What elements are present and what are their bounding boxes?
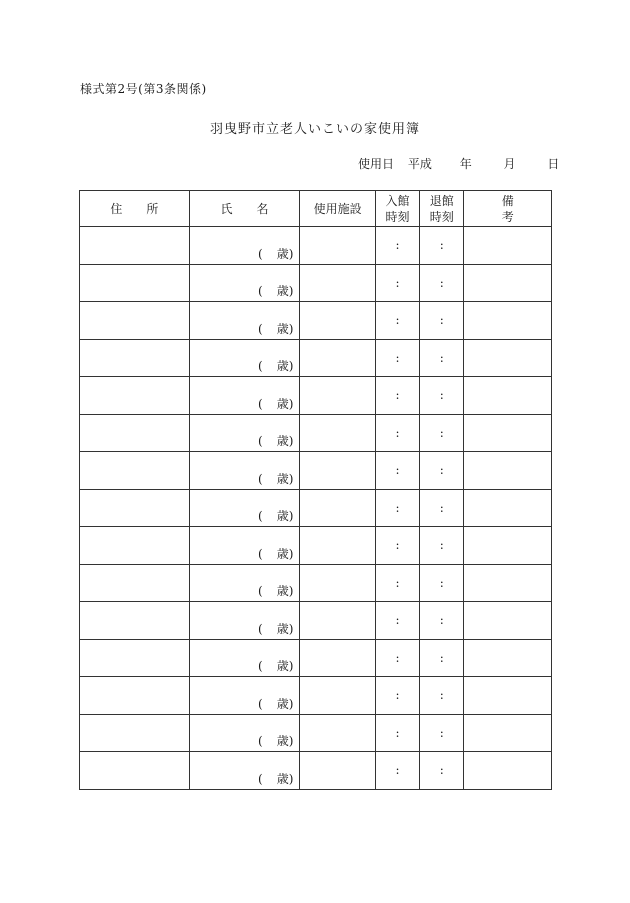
time-separator: : — [395, 725, 400, 740]
exit-time-cell[interactable] — [420, 639, 464, 677]
time-separator: : — [395, 538, 400, 553]
time-separator: : — [439, 538, 444, 553]
time-separator: : — [439, 238, 444, 253]
name-age-cell[interactable] — [189, 639, 300, 677]
age-close-label: 歳) — [276, 509, 294, 523]
entry-time-cell[interactable] — [375, 227, 419, 265]
time-separator: : — [395, 763, 400, 778]
time-separator: : — [439, 313, 444, 328]
exit-time-cell[interactable] — [420, 752, 464, 790]
facility-cell[interactable] — [300, 602, 375, 640]
table-row — [80, 602, 552, 640]
remarks-cell[interactable] — [464, 264, 552, 302]
time-separator: : — [395, 575, 400, 590]
age-close-label: 歳) — [276, 734, 294, 748]
document-title: 羽曳野市立老人いこいの家使用簿 — [209, 122, 420, 137]
table-row — [80, 414, 552, 452]
header-name: 氏名 — [189, 191, 300, 227]
address-cell[interactable] — [80, 227, 190, 265]
facility-cell[interactable] — [300, 377, 375, 415]
time-separator: : — [439, 425, 444, 440]
age-close-label: 歳) — [276, 321, 294, 336]
entry-time-cell[interactable] — [375, 752, 419, 790]
age-open-paren: ( — [258, 696, 263, 711]
entry-time-cell[interactable] — [375, 377, 419, 415]
entry-time-cell[interactable] — [375, 602, 419, 640]
name-age-cell[interactable] — [189, 752, 300, 790]
age-close-label: 歳) — [276, 546, 294, 561]
remarks-cell[interactable] — [464, 452, 552, 490]
facility-cell[interactable] — [300, 302, 375, 340]
age-open-paren: ( — [258, 584, 263, 598]
time-separator: : — [395, 688, 400, 703]
usage-date-line — [358, 155, 559, 172]
facility-cell[interactable] — [300, 414, 375, 452]
name-age-cell[interactable] — [189, 564, 300, 602]
exit-time-cell[interactable] — [420, 714, 464, 752]
name-age-cell[interactable] — [189, 377, 300, 415]
age-open-paren: ( — [258, 621, 263, 636]
time-separator: : — [439, 500, 444, 515]
facility-cell[interactable] — [300, 227, 375, 265]
facility-cell[interactable] — [300, 452, 375, 490]
remarks-cell[interactable] — [464, 564, 552, 602]
exit-time-cell[interactable] — [420, 602, 464, 640]
era-label: 平成 — [407, 157, 432, 171]
name-age-cell[interactable] — [189, 452, 300, 490]
entry-time-cell[interactable] — [375, 527, 419, 565]
age-close-label: 歳) — [276, 621, 294, 636]
entry-time-cell[interactable] — [375, 714, 419, 752]
address-cell[interactable] — [80, 564, 190, 602]
age-close-label: 歳) — [276, 284, 294, 298]
remarks-cell[interactable] — [464, 602, 552, 640]
age-close-label: 歳) — [276, 359, 294, 373]
exit-time-cell[interactable] — [420, 414, 464, 452]
remarks-cell[interactable] — [464, 639, 552, 677]
header-remarks: 備考 — [464, 191, 552, 227]
facility-cell[interactable] — [300, 677, 375, 715]
entry-time-cell[interactable] — [375, 564, 419, 602]
time-separator: : — [395, 275, 400, 290]
header-exit-time-line1: 退館 — [429, 193, 454, 208]
month-unit: 月 — [503, 157, 516, 171]
table-row — [80, 227, 552, 265]
remarks-cell[interactable] — [464, 414, 552, 452]
time-separator: : — [395, 238, 400, 253]
table-row — [80, 752, 552, 790]
table-row — [80, 302, 552, 340]
name-age-cell[interactable] — [189, 302, 300, 340]
name-age-cell[interactable] — [189, 227, 300, 265]
exit-time-cell[interactable] — [420, 564, 464, 602]
time-separator: : — [439, 275, 444, 290]
usage-register-table — [79, 190, 552, 790]
remarks-cell[interactable] — [464, 677, 552, 715]
age-close-label: 歳) — [276, 584, 294, 598]
exit-time-cell[interactable] — [420, 227, 464, 265]
age-open-paren: ( — [258, 359, 263, 373]
time-separator: : — [439, 725, 444, 740]
age-close-label: 歳) — [276, 659, 294, 673]
facility-cell[interactable] — [300, 714, 375, 752]
time-separator: : — [439, 575, 444, 590]
table-header-row — [80, 191, 552, 227]
address-cell[interactable] — [80, 377, 190, 415]
table-row — [80, 639, 552, 677]
exit-time-cell[interactable] — [420, 339, 464, 377]
entry-time-cell[interactable] — [375, 339, 419, 377]
entry-time-cell[interactable] — [375, 639, 419, 677]
exit-time-cell[interactable] — [420, 302, 464, 340]
header-entry-time — [375, 191, 419, 227]
exit-time-cell[interactable] — [420, 527, 464, 565]
age-open-paren: ( — [258, 434, 263, 448]
time-separator: : — [395, 650, 400, 665]
address-cell[interactable] — [80, 639, 190, 677]
header-entry-time-line2: 時刻 — [385, 209, 410, 224]
facility-cell[interactable] — [300, 752, 375, 790]
name-age-cell[interactable] — [189, 339, 300, 377]
table-row — [80, 564, 552, 602]
age-open-paren: ( — [258, 659, 263, 673]
entry-time-cell[interactable] — [375, 302, 419, 340]
exit-time-cell[interactable] — [420, 677, 464, 715]
age-open-paren: ( — [258, 246, 263, 261]
time-separator: : — [439, 350, 444, 365]
facility-cell[interactable] — [300, 564, 375, 602]
day-unit: 日 — [547, 157, 560, 171]
time-separator: : — [395, 388, 400, 403]
time-separator: : — [439, 463, 444, 478]
age-close-label: 歳) — [276, 246, 294, 261]
age-open-paren: ( — [258, 284, 263, 298]
time-separator: : — [439, 650, 444, 665]
age-close-label: 歳) — [276, 471, 294, 486]
name-age-cell[interactable] — [189, 414, 300, 452]
table-row — [80, 339, 552, 377]
address-cell[interactable] — [80, 714, 190, 752]
facility-cell[interactable] — [300, 527, 375, 565]
age-open-paren: ( — [258, 471, 263, 486]
table-row — [80, 677, 552, 715]
address-cell[interactable] — [80, 452, 190, 490]
header-exit-time — [420, 191, 464, 227]
header-facility: 使用施設 — [300, 191, 375, 227]
usage-date-label: 使用日 — [358, 157, 395, 171]
age-close-label: 歳) — [276, 434, 294, 448]
address-cell[interactable] — [80, 489, 190, 527]
remarks-cell[interactable] — [464, 339, 552, 377]
age-open-paren: ( — [258, 546, 263, 561]
remarks-cell[interactable] — [464, 489, 552, 527]
entry-time-cell[interactable] — [375, 414, 419, 452]
time-separator: : — [439, 763, 444, 778]
facility-cell[interactable] — [300, 639, 375, 677]
age-open-paren: ( — [258, 321, 263, 336]
remarks-cell[interactable] — [464, 752, 552, 790]
name-age-cell[interactable] — [189, 264, 300, 302]
remarks-cell[interactable] — [464, 302, 552, 340]
address-cell[interactable] — [80, 264, 190, 302]
name-age-cell[interactable] — [189, 677, 300, 715]
table-row — [80, 527, 552, 565]
time-separator: : — [395, 313, 400, 328]
age-close-label: 歳) — [276, 771, 294, 786]
remarks-cell[interactable] — [464, 227, 552, 265]
time-separator: : — [395, 613, 400, 628]
age-open-paren: ( — [258, 509, 263, 523]
table-row — [80, 714, 552, 752]
time-separator: : — [395, 500, 400, 515]
address-cell[interactable] — [80, 602, 190, 640]
time-separator: : — [439, 613, 444, 628]
address-cell[interactable] — [80, 302, 190, 340]
address-cell[interactable] — [80, 752, 190, 790]
facility-cell[interactable] — [300, 489, 375, 527]
exit-time-cell[interactable] — [420, 264, 464, 302]
exit-time-cell[interactable] — [420, 489, 464, 527]
table-body — [80, 227, 552, 790]
remarks-cell[interactable] — [464, 527, 552, 565]
remarks-cell[interactable] — [464, 377, 552, 415]
table-row — [80, 489, 552, 527]
age-close-label: 歳) — [276, 696, 294, 711]
time-separator: : — [395, 425, 400, 440]
time-separator: : — [439, 688, 444, 703]
exit-time-cell[interactable] — [420, 377, 464, 415]
form-number: 様式第2号(第3条関係) — [80, 82, 207, 96]
table-row — [80, 264, 552, 302]
age-close-label: 歳) — [276, 396, 294, 411]
name-age-cell[interactable] — [189, 527, 300, 565]
address-cell[interactable] — [80, 339, 190, 377]
address-cell[interactable] — [80, 677, 190, 715]
exit-time-cell[interactable] — [420, 452, 464, 490]
age-open-paren: ( — [258, 734, 263, 748]
name-age-cell[interactable] — [189, 714, 300, 752]
time-separator: : — [439, 388, 444, 403]
time-separator: : — [395, 463, 400, 478]
time-separator: : — [395, 350, 400, 365]
age-open-paren: ( — [258, 771, 263, 786]
entry-time-cell[interactable] — [375, 489, 419, 527]
address-cell[interactable] — [80, 414, 190, 452]
address-cell[interactable] — [80, 527, 190, 565]
entry-time-cell[interactable] — [375, 264, 419, 302]
table-row — [80, 452, 552, 490]
table-row — [80, 377, 552, 415]
header-exit-time-line2: 時刻 — [429, 209, 454, 224]
facility-cell[interactable] — [300, 264, 375, 302]
facility-cell[interactable] — [300, 339, 375, 377]
header-entry-time-line1: 入館 — [385, 193, 410, 208]
entry-time-cell[interactable] — [375, 452, 419, 490]
year-unit: 年 — [459, 157, 472, 171]
entry-time-cell[interactable] — [375, 677, 419, 715]
remarks-cell[interactable] — [464, 714, 552, 752]
header-address: 住所 — [80, 191, 190, 227]
age-open-paren: ( — [258, 396, 263, 411]
name-age-cell[interactable] — [189, 602, 300, 640]
name-age-cell[interactable] — [189, 489, 300, 527]
